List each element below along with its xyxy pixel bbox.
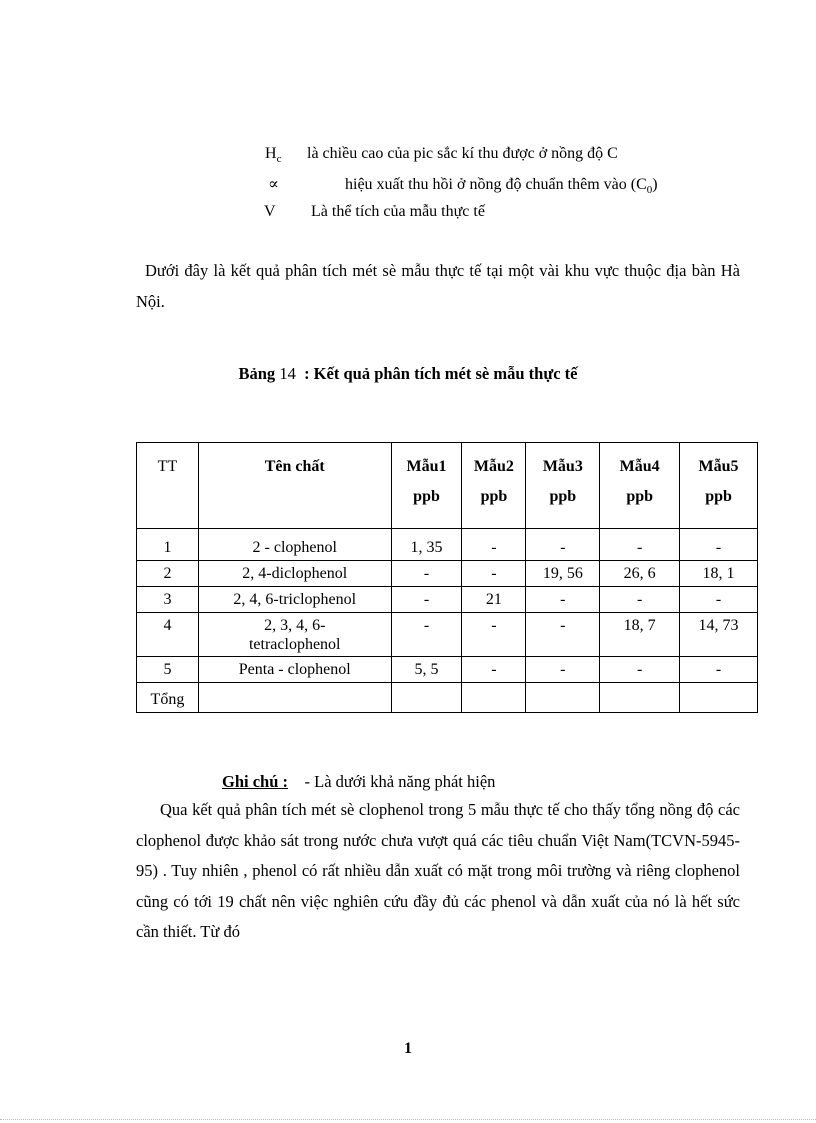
cell-value: -: [680, 529, 758, 561]
body-paragraph: Qua kết quả phân tích mét sè clophenol trong 5 mẫu thực tế cho thấy tổng nồng độ các clophenol được khảo sát trong nước chưa vượt quá các tiêu chuẩn Việt Nam(TCVN-5945-95) . Tuy nhiên , phenol có rất nhiều dẫn xuất có mặt trong môi trường và riêng clophenol cũng có tới 19 chất nên việc nghiên cứu đầy đủ các phenol và dẫn xuất của nó là hết sức cần thiết. Từ đó: [136, 800, 740, 941]
table-row: [137, 561, 758, 587]
header-name: [198, 443, 391, 529]
header-sample2-label: Mẫu2: [473, 458, 514, 475]
definition-hc-symbol: [265, 144, 281, 169]
cell-value: -: [526, 529, 600, 561]
cell-value: 5, 5: [391, 657, 462, 683]
table-caption: [0, 364, 816, 384]
cell-value: 14, 73: [680, 613, 758, 657]
symbol-h-subscript: c: [276, 153, 282, 166]
cell-value: -: [391, 613, 462, 657]
cell-value: 18, 1: [680, 561, 758, 587]
definition-hc-text: là chiều cao của pic sắc kí thu được ở nồng độ C: [307, 145, 618, 162]
cell-value: -: [462, 561, 526, 587]
header-sample2-unit: ppb: [480, 488, 508, 505]
header-sample5-label: Mẫu5: [698, 458, 739, 475]
cell-total-label: Tổng: [137, 683, 199, 713]
cell-value: -: [600, 587, 680, 613]
cell-value: -: [462, 613, 526, 657]
cell-value: 26, 6: [600, 561, 680, 587]
table-total-row: [137, 683, 758, 713]
cell-value: [600, 683, 680, 713]
cell-value: [526, 683, 600, 713]
header-tt-label: TT: [157, 458, 178, 475]
header-sample5: [680, 443, 758, 529]
cell-name: Penta - clophenol: [198, 657, 391, 683]
definition-alpha-text-end: ): [652, 176, 658, 193]
header-sample1-unit: ppb: [413, 488, 440, 505]
definition-alpha-text-main: hiệu xuất thu hồi ở nồng độ chuẩn thêm vào (C: [345, 176, 647, 193]
cell-value: -: [462, 657, 526, 683]
cell-value: -: [526, 657, 600, 683]
cell-name: 2, 3, 4, 6-tetraclophenol: [198, 613, 391, 657]
cell-value: -: [391, 587, 462, 613]
cell-name: 2, 4, 6-triclophenol: [198, 587, 391, 613]
results-table: [136, 442, 758, 713]
cell-tt: 5: [137, 657, 199, 683]
symbol-h: H: [265, 145, 277, 162]
header-sample3: [526, 443, 600, 529]
header-sample1-label: Mẫu1: [406, 458, 447, 475]
header-sample3-label: Mẫu3: [542, 458, 583, 475]
header-sample1: [391, 443, 462, 529]
table-row: [137, 657, 758, 683]
cell-tt: 3: [137, 587, 199, 613]
cell-value: [680, 683, 758, 713]
note-label: Ghi chú :: [222, 772, 289, 791]
cell-value: [462, 683, 526, 713]
definition-alpha-text: [345, 175, 658, 200]
cell-value: -: [600, 529, 680, 561]
cell-tt: 2: [137, 561, 199, 587]
header-sample5-unit: ppb: [705, 488, 732, 505]
definition-alpha-symbol: ∝: [268, 176, 279, 193]
cell-value: -: [526, 587, 600, 613]
footer-divider: [0, 1119, 816, 1120]
cell-value: -: [526, 613, 600, 657]
header-sample4: [600, 443, 680, 529]
caption-number: 14: [279, 364, 296, 383]
header-name-label: Tên chất: [264, 458, 325, 475]
cell-value: 21: [462, 587, 526, 613]
caption-title: : Kết quả phân tích mét sè mẫu thực tế: [304, 364, 578, 383]
table-note: [222, 772, 495, 792]
table-row: [137, 587, 758, 613]
definition-v-symbol: V: [264, 203, 276, 220]
cell-name: [198, 683, 391, 713]
cell-value: -: [462, 529, 526, 561]
header-sample2: [462, 443, 526, 529]
table-row: [137, 613, 758, 657]
cell-value: 1, 35: [391, 529, 462, 561]
table-header-row: [137, 443, 758, 529]
definition-v-text: Là thể tích của mẫu thực tế: [311, 203, 485, 220]
note-text: - Là dưới khả năng phát hiện: [304, 772, 496, 791]
page-number: 1: [404, 1040, 412, 1057]
cell-value: 18, 7: [600, 613, 680, 657]
intro-paragraph: Dưới đây là kết quả phân tích mét sè mẫu thực tế tại một vài khu vực thuộc địa bàn Hà Nội.: [136, 261, 740, 311]
cell-tt: 4: [137, 613, 199, 657]
header-sample3-unit: ppb: [549, 488, 577, 505]
cell-value: -: [680, 587, 758, 613]
cell-value: [391, 683, 462, 713]
header-sample4-unit: ppb: [626, 488, 654, 505]
cell-value: 19, 56: [526, 561, 600, 587]
cell-tt: 1: [137, 529, 199, 561]
caption-prefix: Bảng: [238, 364, 276, 383]
table-row: [137, 529, 758, 561]
cell-value: -: [680, 657, 758, 683]
header-tt: [137, 443, 199, 529]
cell-value: -: [391, 561, 462, 587]
header-sample4-label: Mẫu4: [619, 458, 660, 475]
definition-alpha-subscript: 0: [646, 184, 653, 197]
cell-name: 2 - clophenol: [198, 529, 391, 561]
cell-value: -: [600, 657, 680, 683]
cell-name: 2, 4-diclophenol: [198, 561, 391, 587]
